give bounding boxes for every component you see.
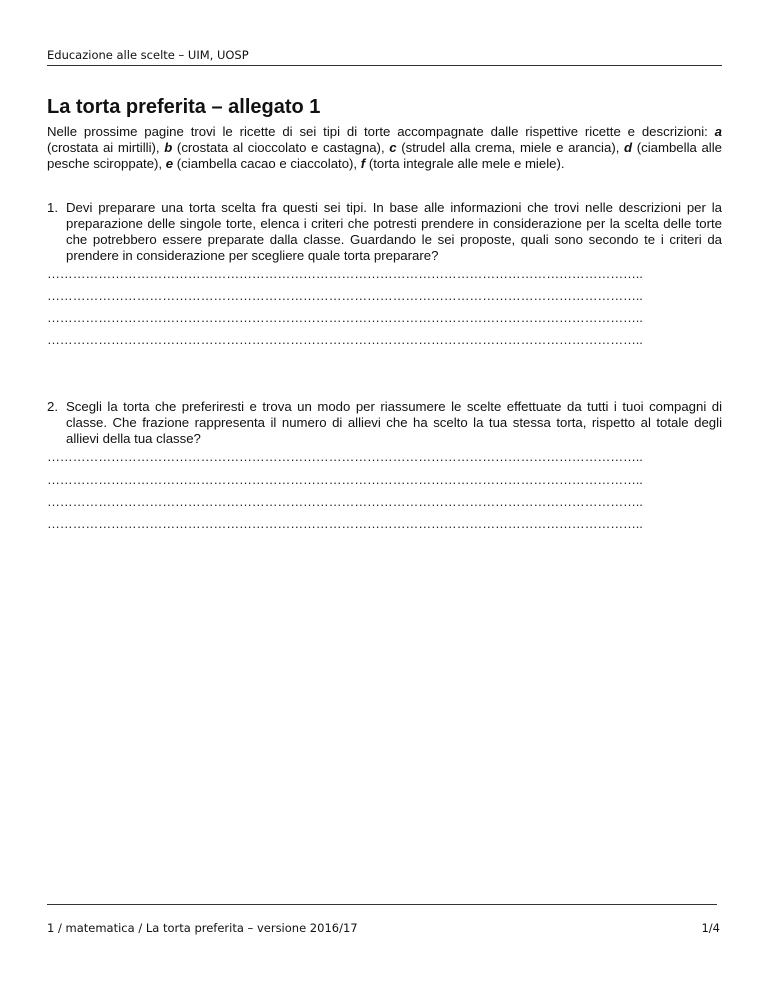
cake-letter-c: c [389,140,397,155]
footer-rule [47,904,717,905]
cake-c-desc: (strudel alla crema, miele e arancia), [396,140,625,155]
cake-f-desc: (torta integrale alle mele e miele). [365,156,565,171]
cake-letter-d: d [624,140,633,155]
cake-letter-f: f [360,156,366,171]
question-2 [47,399,722,447]
page-header: Educazione alle scelte – UIM, UOSP [47,48,249,62]
answer-line[interactable]: ………………………………………………………………………………………………………………………….. [47,332,643,347]
answer-line[interactable]: ………………………………………………………………………………………………………………………….. [47,516,643,531]
cake-a-desc: (crostata ai mirtilli), [47,140,165,155]
cake-d-desc: (ciambella alle pesche sciroppate), [47,140,722,171]
question-1 [47,200,722,264]
footer-text: 1 / matematica / La torta preferita – versione 2016/17 [47,921,358,935]
cake-letter-e: e [165,156,174,171]
header-rule [47,65,722,66]
cake-letter-b: b [164,140,173,155]
answer-line[interactable]: ………………………………………………………………………………………………………………………….. [47,266,643,281]
question-number: 2. [47,399,58,414]
cake-b-desc: (crostata al cioccolato e castagna), [172,140,390,155]
page-title: La torta preferita – allegato 1 [47,96,321,118]
answer-line[interactable]: ………………………………………………………………………………………………………………………….. [47,310,643,325]
answer-line[interactable]: ………………………………………………………………………………………………………………………….. [47,494,643,509]
answer-line[interactable]: ………………………………………………………………………………………………………………………….. [47,288,643,303]
intro-text: Nelle prossime pagine trovi le ricette di sei tipi di torte accompagnate dalle rispettive ricette e descrizioni: [47,124,715,139]
cake-letter-a: a [714,124,722,139]
page-number: 1/4 [701,921,720,935]
question-number: 1. [47,200,58,215]
question-text: Devi preparare una torta scelta fra questi sei tipi. In base alle informazioni che trovi nelle descrizioni per la preparazione delle singole torte, elenca i criteri che potresti prendere in considerazione per la scelta delle torte che potrebbero essere preparate dalla classe. Guardando le sei proposte, quali sono secondo te i criteri da prendere in considerazione per scegliere quale torta preparare? [66,200,722,263]
intro-paragraph [47,124,722,172]
answer-line[interactable]: ………………………………………………………………………………………………………………………….. [47,472,643,487]
question-text: Scegli la torta che preferiresti e trova un modo per riassumere le scelte effettuate da tutti i tuoi compagni di classe. Che frazione rappresenta il numero di allievi che ha scelto la tua stessa torta, rispetto al totale degli allievi della tua classe? [66,399,722,446]
cake-e-desc: (ciambella cacao e ciaccolato), [173,156,361,171]
answer-line[interactable]: ………………………………………………………………………………………………………………………….. [47,449,643,464]
